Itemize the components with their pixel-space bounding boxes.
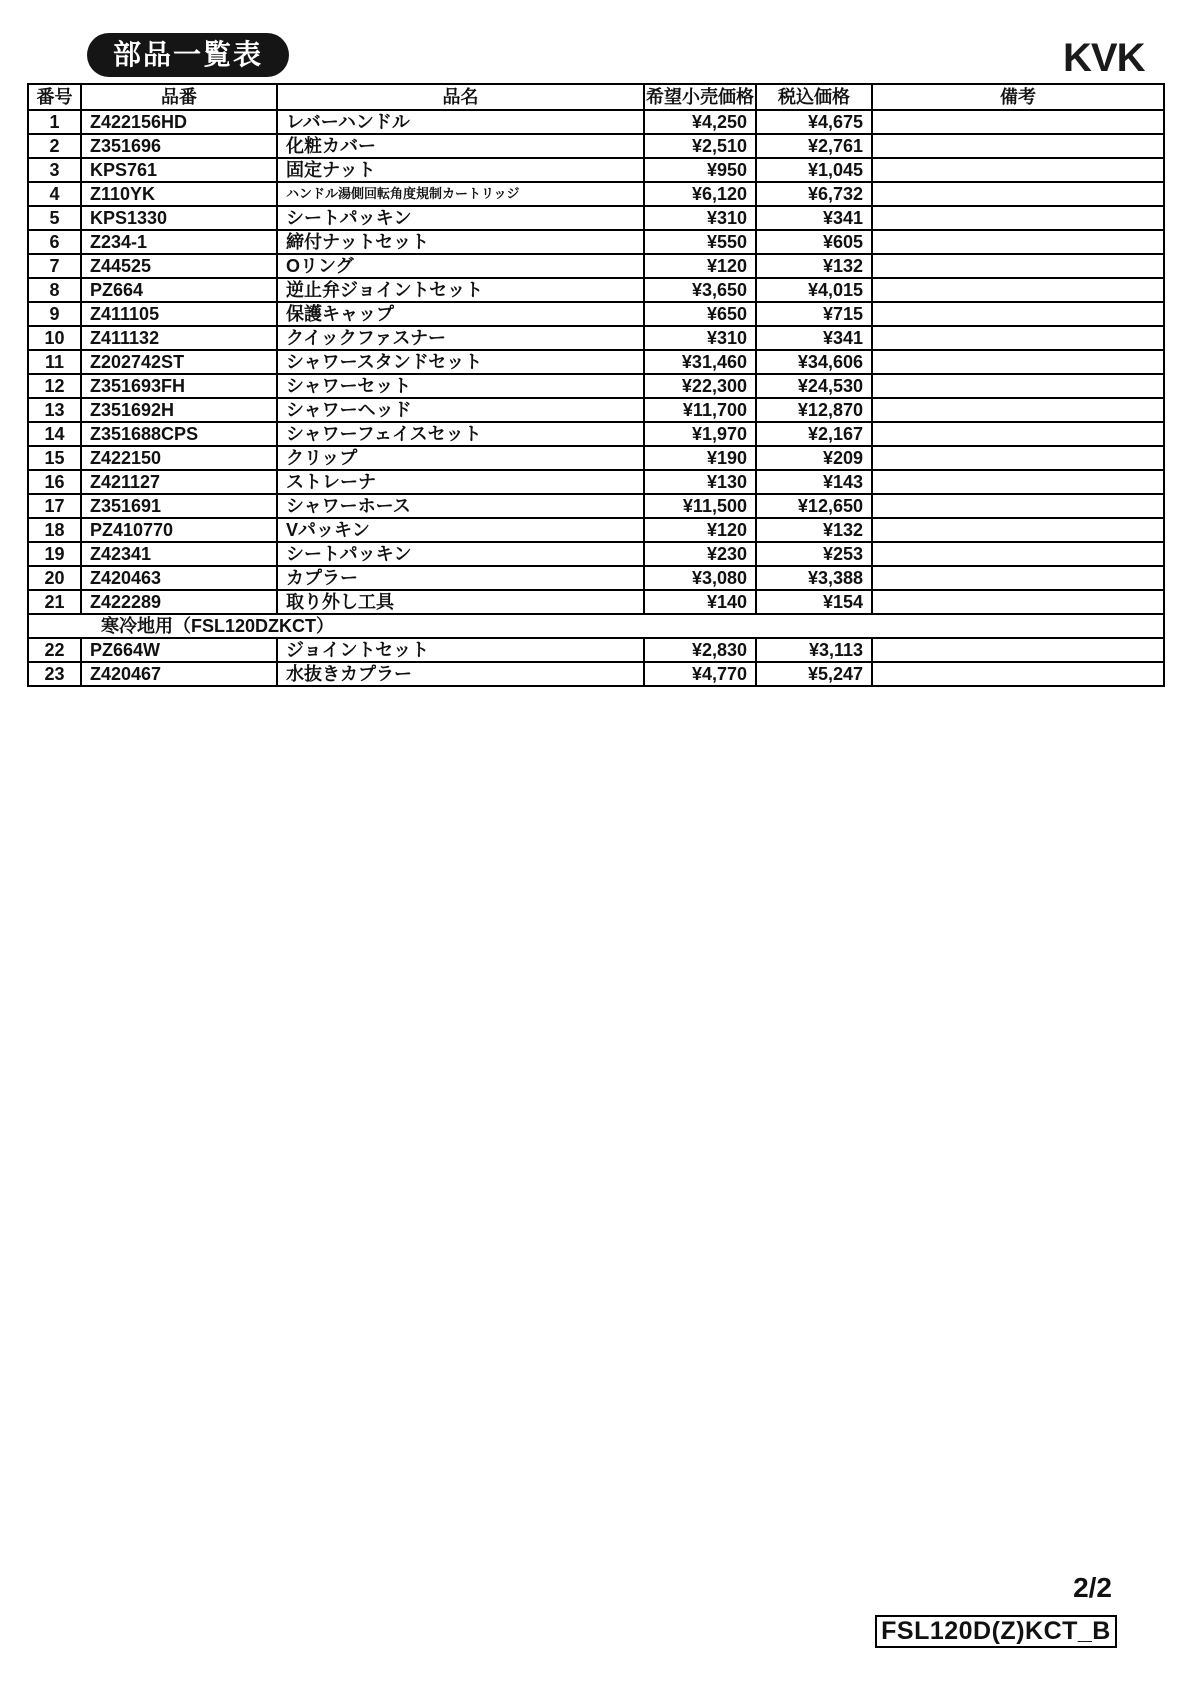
- cell-remarks: [872, 446, 1164, 470]
- cell-remarks: [872, 398, 1164, 422]
- cell-part-name: レバーハンドル: [277, 110, 644, 134]
- cell-part-code: Z421127: [81, 470, 277, 494]
- table-row: [28, 350, 1164, 374]
- cell-tax-price: ¥143: [756, 470, 872, 494]
- cell-number: 7: [28, 254, 81, 278]
- header-number: 番号: [28, 84, 81, 110]
- header-retail-price: 希望小売価格: [644, 84, 756, 110]
- cell-tax-price: ¥154: [756, 590, 872, 614]
- cell-remarks: [872, 230, 1164, 254]
- table-row: [28, 590, 1164, 614]
- cell-tax-price: ¥1,045: [756, 158, 872, 182]
- cell-remarks: [872, 662, 1164, 686]
- cell-remarks: [872, 374, 1164, 398]
- cell-remarks: [872, 278, 1164, 302]
- cell-part-name: シャワーヘッド: [277, 398, 644, 422]
- cell-part-name: クリップ: [277, 446, 644, 470]
- model-code-box: FSL120D(Z)KCT_B: [875, 1615, 1117, 1648]
- cell-part-name: シートパッキン: [277, 542, 644, 566]
- cell-part-code: Z351693FH: [81, 374, 277, 398]
- cell-number: 10: [28, 326, 81, 350]
- cell-retail-price: ¥310: [644, 206, 756, 230]
- table-row: [28, 566, 1164, 590]
- cell-part-name: シャワーフェイスセット: [277, 422, 644, 446]
- page-number: 2/2: [1073, 1572, 1112, 1603]
- cell-tax-price: ¥4,015: [756, 278, 872, 302]
- table-row: [28, 374, 1164, 398]
- cell-number: 6: [28, 230, 81, 254]
- cell-part-code: Z351688CPS: [81, 422, 277, 446]
- cell-remarks: [872, 422, 1164, 446]
- cell-part-name: ハンドル湯側回転角度規制カートリッジ: [277, 182, 644, 206]
- cell-part-code: Z411132: [81, 326, 277, 350]
- cell-remarks: [872, 542, 1164, 566]
- cell-number: 18: [28, 518, 81, 542]
- cell-remarks: [872, 638, 1164, 662]
- table-row: [28, 446, 1164, 470]
- cell-number: 22: [28, 638, 81, 662]
- cell-number: 20: [28, 566, 81, 590]
- cell-number: 13: [28, 398, 81, 422]
- cell-part-name: シートパッキン: [277, 206, 644, 230]
- cell-number: 17: [28, 494, 81, 518]
- cell-part-code: Z234-1: [81, 230, 277, 254]
- cell-part-code: PZ664W: [81, 638, 277, 662]
- cell-part-code: Z351696: [81, 134, 277, 158]
- table-row: [28, 110, 1164, 134]
- cell-number: 1: [28, 110, 81, 134]
- cell-retail-price: ¥140: [644, 590, 756, 614]
- kvk-logo: KVK: [1063, 36, 1145, 80]
- cell-part-code: PZ664: [81, 278, 277, 302]
- cell-number: 2: [28, 134, 81, 158]
- cell-tax-price: ¥341: [756, 206, 872, 230]
- cell-number: 11: [28, 350, 81, 374]
- cell-part-code: Z420463: [81, 566, 277, 590]
- table-row: [28, 638, 1164, 662]
- table-row: [28, 494, 1164, 518]
- cell-tax-price: ¥715: [756, 302, 872, 326]
- table-row: [28, 254, 1164, 278]
- cell-part-name: シャワースタンドセット: [277, 350, 644, 374]
- cell-tax-price: ¥4,675: [756, 110, 872, 134]
- header-part-code: 品番: [81, 84, 277, 110]
- cell-part-code: KPS761: [81, 158, 277, 182]
- table-row: [28, 518, 1164, 542]
- cell-retail-price: ¥190: [644, 446, 756, 470]
- cell-retail-price: ¥3,080: [644, 566, 756, 590]
- table-row: [28, 662, 1164, 686]
- table-row: [28, 206, 1164, 230]
- cell-tax-price: ¥3,113: [756, 638, 872, 662]
- cell-retail-price: ¥22,300: [644, 374, 756, 398]
- header-tax-price: 税込価格: [756, 84, 872, 110]
- cell-part-name: 水抜きカプラー: [277, 662, 644, 686]
- cell-tax-price: ¥6,732: [756, 182, 872, 206]
- table-row: [28, 302, 1164, 326]
- cell-retail-price: ¥4,770: [644, 662, 756, 686]
- cell-part-name: Oリング: [277, 254, 644, 278]
- table-row: [28, 326, 1164, 350]
- cell-part-code: Z202742ST: [81, 350, 277, 374]
- cell-remarks: [872, 326, 1164, 350]
- cell-tax-price: ¥209: [756, 446, 872, 470]
- cell-remarks: [872, 566, 1164, 590]
- cell-part-code: Z351692H: [81, 398, 277, 422]
- cell-retail-price: ¥120: [644, 518, 756, 542]
- cell-tax-price: ¥12,650: [756, 494, 872, 518]
- table-row: [28, 182, 1164, 206]
- cell-retail-price: ¥2,830: [644, 638, 756, 662]
- table-row: [28, 398, 1164, 422]
- cell-retail-price: ¥1,970: [644, 422, 756, 446]
- cell-remarks: [872, 590, 1164, 614]
- table-header-row: [28, 84, 1164, 110]
- cell-number: 14: [28, 422, 81, 446]
- cell-retail-price: ¥3,650: [644, 278, 756, 302]
- cell-part-name: Vパッキン: [277, 518, 644, 542]
- cell-number: 12: [28, 374, 81, 398]
- cell-tax-price: ¥132: [756, 254, 872, 278]
- cell-part-name: 締付ナットセット: [277, 230, 644, 254]
- cell-number: 8: [28, 278, 81, 302]
- cell-part-name: 固定ナット: [277, 158, 644, 182]
- cell-number: 19: [28, 542, 81, 566]
- cell-part-code: Z351691: [81, 494, 277, 518]
- cell-part-code: Z110YK: [81, 182, 277, 206]
- cell-retail-price: ¥11,700: [644, 398, 756, 422]
- cell-number: 3: [28, 158, 81, 182]
- cell-remarks: [872, 206, 1164, 230]
- cell-retail-price: ¥130: [644, 470, 756, 494]
- cell-retail-price: ¥950: [644, 158, 756, 182]
- cell-tax-price: ¥5,247: [756, 662, 872, 686]
- cell-remarks: [872, 302, 1164, 326]
- cell-remarks: [872, 350, 1164, 374]
- cell-tax-price: ¥253: [756, 542, 872, 566]
- cell-retail-price: ¥2,510: [644, 134, 756, 158]
- cell-part-code: PZ410770: [81, 518, 277, 542]
- cell-part-name: ジョイントセット: [277, 638, 644, 662]
- cell-part-name: シャワーセット: [277, 374, 644, 398]
- header-remarks: 備考: [872, 84, 1164, 110]
- cell-part-code: Z420467: [81, 662, 277, 686]
- cell-remarks: [872, 254, 1164, 278]
- cell-remarks: [872, 158, 1164, 182]
- cell-number: 15: [28, 446, 81, 470]
- cell-tax-price: ¥34,606: [756, 350, 872, 374]
- cell-tax-price: ¥24,530: [756, 374, 872, 398]
- cell-part-name: 化粧カバー: [277, 134, 644, 158]
- cell-tax-price: ¥2,167: [756, 422, 872, 446]
- table-row: [28, 134, 1164, 158]
- cell-part-name: シャワーホース: [277, 494, 644, 518]
- cell-retail-price: ¥650: [644, 302, 756, 326]
- table-row: [28, 422, 1164, 446]
- cell-number: 9: [28, 302, 81, 326]
- cell-retail-price: ¥550: [644, 230, 756, 254]
- cell-part-name: 逆止弁ジョイントセット: [277, 278, 644, 302]
- cell-part-code: Z422156HD: [81, 110, 277, 134]
- cell-tax-price: ¥3,388: [756, 566, 872, 590]
- cell-number: 5: [28, 206, 81, 230]
- page-title-badge: 部品一覧表: [87, 33, 289, 77]
- cell-part-code: KPS1330: [81, 206, 277, 230]
- cell-retail-price: ¥6,120: [644, 182, 756, 206]
- cell-part-name: カプラー: [277, 566, 644, 590]
- cell-retail-price: ¥11,500: [644, 494, 756, 518]
- cell-part-name: クイックファスナー: [277, 326, 644, 350]
- cell-tax-price: ¥2,761: [756, 134, 872, 158]
- cell-part-code: Z44525: [81, 254, 277, 278]
- cell-part-code: Z411105: [81, 302, 277, 326]
- table-row: [28, 278, 1164, 302]
- parts-table: [27, 83, 1165, 687]
- cell-number: 16: [28, 470, 81, 494]
- cell-retail-price: ¥120: [644, 254, 756, 278]
- cell-remarks: [872, 110, 1164, 134]
- cell-number: 23: [28, 662, 81, 686]
- cell-number: 4: [28, 182, 81, 206]
- header-part-name: 品名: [277, 84, 644, 110]
- cell-part-name: 保護キャップ: [277, 302, 644, 326]
- cell-number: 21: [28, 590, 81, 614]
- table-row: [28, 470, 1164, 494]
- cell-part-code: Z42341: [81, 542, 277, 566]
- cell-tax-price: ¥132: [756, 518, 872, 542]
- cell-retail-price: ¥31,460: [644, 350, 756, 374]
- cell-part-code: Z422150: [81, 446, 277, 470]
- cell-retail-price: ¥230: [644, 542, 756, 566]
- cell-part-name: 取り外し工具: [277, 590, 644, 614]
- cell-tax-price: ¥341: [756, 326, 872, 350]
- cell-remarks: [872, 518, 1164, 542]
- table-row: [28, 230, 1164, 254]
- table-row: [28, 158, 1164, 182]
- cell-retail-price: ¥4,250: [644, 110, 756, 134]
- cell-remarks: [872, 134, 1164, 158]
- cell-tax-price: ¥12,870: [756, 398, 872, 422]
- cell-retail-price: ¥310: [644, 326, 756, 350]
- cell-remarks: [872, 494, 1164, 518]
- cell-remarks: [872, 182, 1164, 206]
- section-header-row: [28, 614, 1164, 638]
- cell-part-code: Z422289: [81, 590, 277, 614]
- cell-tax-price: ¥605: [756, 230, 872, 254]
- cell-remarks: [872, 470, 1164, 494]
- table-row: [28, 542, 1164, 566]
- cell-part-name: ストレーナ: [277, 470, 644, 494]
- section-header-label: 寒冷地用（FSL120DZKCT）: [28, 614, 1164, 638]
